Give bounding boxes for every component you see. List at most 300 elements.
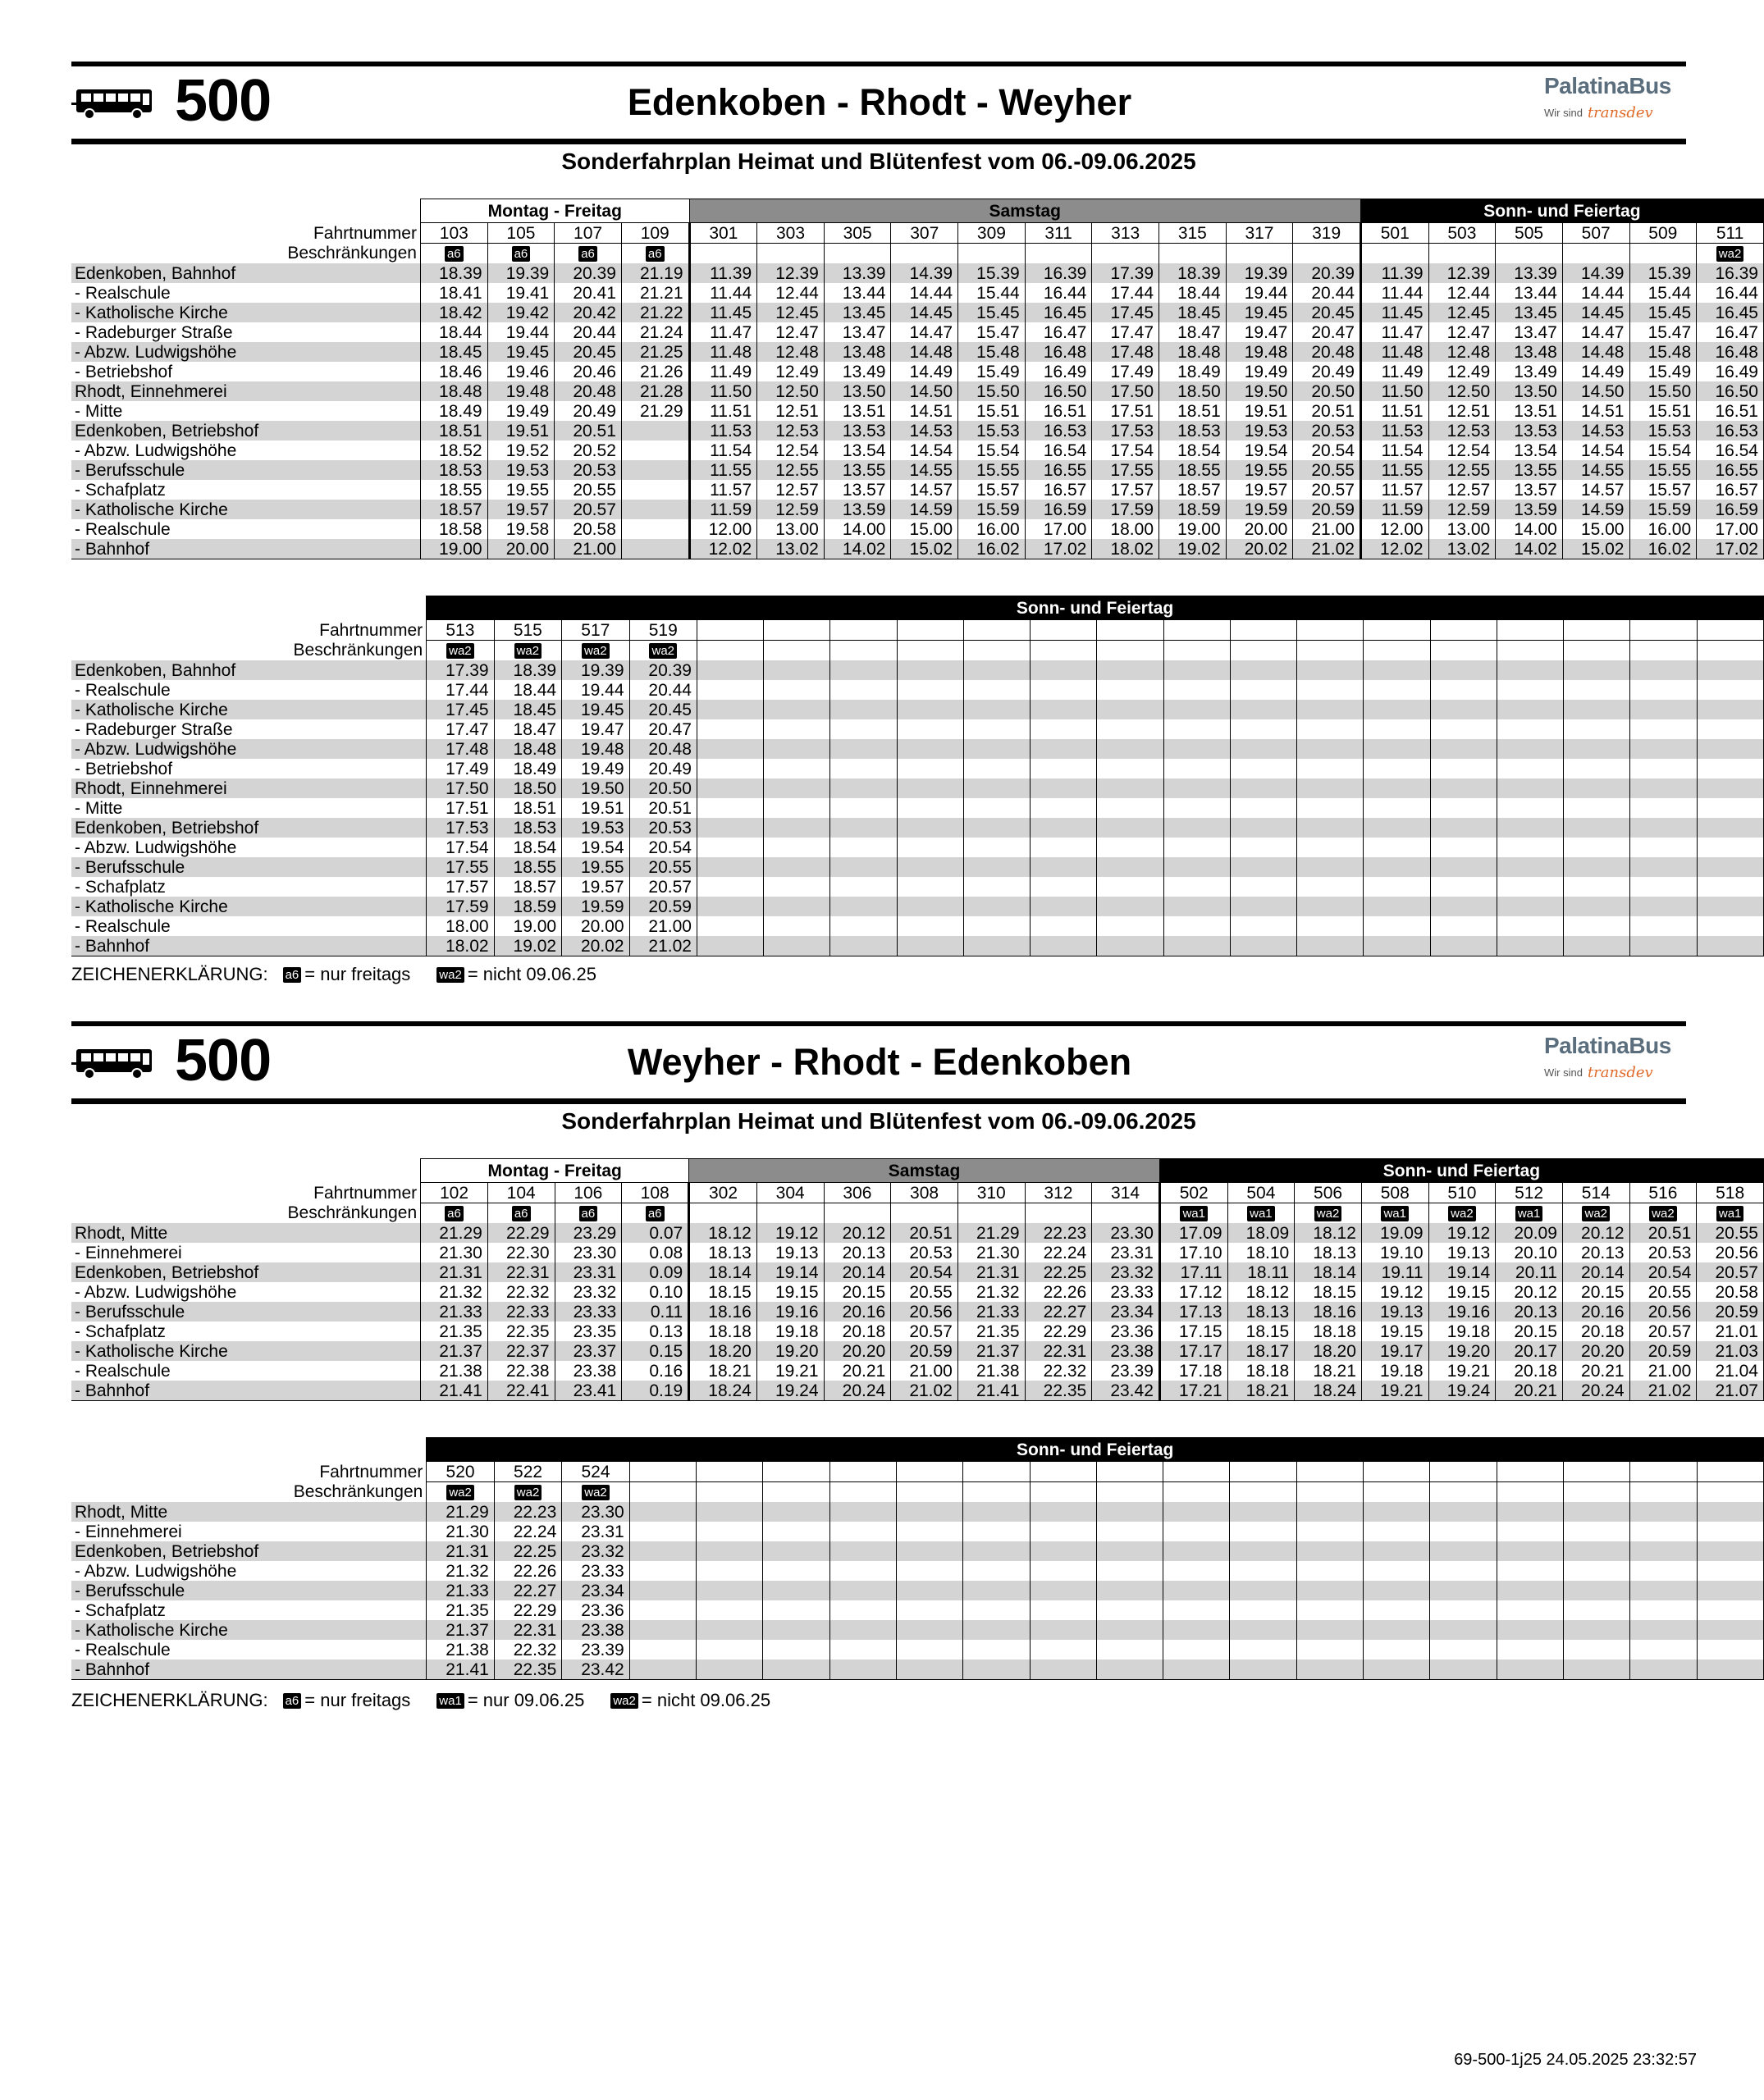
departure-time: 20.16 (824, 1302, 891, 1322)
departure-time: 15.44 (958, 283, 1026, 303)
restriction-cell (1629, 244, 1697, 264)
departure-time (621, 519, 689, 539)
departure-time: 12.57 (757, 480, 825, 500)
departure-time: 11.57 (689, 480, 757, 500)
departure-time: 19.13 (1428, 1243, 1496, 1262)
departure-time: 19.20 (1428, 1341, 1496, 1361)
departure-time (1297, 798, 1364, 818)
departure-time: 18.55 (494, 857, 561, 877)
departure-time (1697, 660, 1764, 680)
legend-title: ZEICHENERKLÄRUNG: (71, 1690, 268, 1710)
departure-time (1163, 818, 1230, 838)
departure-time (1564, 897, 1630, 916)
departure-time: 17.18 (1159, 1361, 1227, 1381)
stop-row (71, 1302, 1764, 1322)
departure-time (1564, 739, 1630, 759)
line-number: 500 (175, 68, 272, 134)
restriction-badge: a6 (283, 1693, 302, 1709)
departure-time: 13.48 (824, 342, 891, 362)
departure-time (1364, 759, 1430, 778)
trip-number (1364, 620, 1430, 641)
departure-time (830, 660, 897, 680)
stop-name: - Berufsschule (71, 857, 427, 877)
restriction-cell (494, 641, 561, 661)
departure-time: 20.48 (629, 739, 697, 759)
departure-time (697, 1541, 763, 1561)
departure-time (1031, 897, 1097, 916)
departure-time: 18.44 (420, 322, 487, 342)
departure-time: 15.00 (1562, 519, 1629, 539)
trip-number: 512 (1496, 1183, 1563, 1203)
departure-time: 12.51 (757, 401, 825, 421)
stop-name: - Bahnhof (71, 539, 420, 559)
departure-time (896, 1541, 962, 1561)
departure-time: 19.02 (494, 936, 561, 956)
departure-time: 18.51 (1159, 401, 1227, 421)
departure-time: 17.48 (1092, 342, 1159, 362)
departure-time: 18.09 (1227, 1223, 1295, 1243)
departure-time (1497, 759, 1563, 778)
departure-time (896, 1640, 962, 1659)
departure-time (1097, 680, 1163, 700)
departure-time: 13.55 (1496, 460, 1563, 480)
restriction-badge: a6 (512, 246, 531, 262)
departure-time: 22.38 (487, 1361, 555, 1381)
departure-time: 15.59 (1629, 500, 1697, 519)
departure-time (1697, 1659, 1764, 1680)
departure-time: 12.02 (689, 539, 757, 559)
departure-time: 20.12 (824, 1223, 891, 1243)
departure-time: 15.44 (1629, 283, 1697, 303)
departure-time: 22.35 (487, 1322, 555, 1341)
departure-time (1097, 838, 1163, 857)
departure-time: 21.29 (957, 1223, 1025, 1243)
departure-time: 11.51 (1360, 401, 1428, 421)
trip-number (697, 1462, 763, 1482)
departure-time: 20.59 (891, 1341, 958, 1361)
departure-time: 13.54 (1496, 441, 1563, 460)
restriction-badge: wa2 (1582, 1206, 1610, 1221)
departure-time: 13.02 (1428, 539, 1496, 559)
departure-time (697, 916, 763, 936)
stop-row (71, 778, 1764, 798)
departure-time: 23.38 (555, 1361, 622, 1381)
departure-time: 11.55 (1360, 460, 1428, 480)
departure-time: 20.12 (1562, 1223, 1629, 1243)
departure-time: 16.00 (958, 519, 1026, 539)
departure-time (1230, 739, 1296, 759)
trip-number: 518 (1697, 1183, 1764, 1203)
trip-number (1563, 1462, 1629, 1482)
direction-1-header (71, 62, 1686, 174)
departure-time: 19.53 (562, 818, 629, 838)
departure-time: 20.21 (1496, 1381, 1563, 1401)
departure-time (1297, 897, 1364, 916)
departure-time: 11.39 (1360, 263, 1428, 283)
restriction-label: Beschränkungen (293, 641, 423, 660)
departure-time: 16.55 (1697, 460, 1764, 480)
stop-row (71, 421, 1764, 441)
departure-time (1497, 818, 1563, 838)
departure-time: 19.51 (487, 421, 555, 441)
departure-time: 0.19 (622, 1381, 689, 1401)
departure-time (1163, 759, 1230, 778)
departure-time: 19.47 (562, 719, 629, 739)
departure-time (829, 1600, 896, 1620)
departure-time: 12.51 (1428, 401, 1496, 421)
departure-time (1430, 936, 1497, 956)
departure-time (897, 680, 963, 700)
brand-logo (1544, 73, 1684, 139)
departure-time: 22.29 (1025, 1322, 1092, 1341)
departure-time: 22.32 (487, 1282, 555, 1302)
departure-time: 18.16 (1295, 1302, 1362, 1322)
departure-time (963, 818, 1030, 838)
departure-time (1096, 1640, 1163, 1659)
stop-row (71, 798, 1764, 818)
restriction-cell (764, 641, 830, 661)
departure-time: 14.48 (891, 342, 958, 362)
trip-number: 516 (1629, 1183, 1697, 1203)
departure-time: 14.54 (1562, 441, 1629, 460)
departure-time (629, 1561, 696, 1581)
departure-time: 0.13 (622, 1322, 689, 1341)
departure-time (1163, 719, 1230, 739)
stop-name: - Schafplatz (75, 480, 166, 500)
departure-time: 19.55 (1226, 460, 1293, 480)
departure-time (629, 1640, 696, 1659)
departure-time (1497, 1640, 1563, 1659)
stop-row (71, 700, 1764, 719)
departure-time (897, 897, 963, 916)
departure-time (1163, 1659, 1230, 1680)
legend-text: = nur freitags (304, 964, 411, 984)
departure-time: 20.53 (555, 460, 622, 480)
departure-time: 20.53 (1293, 421, 1361, 441)
departure-time (1163, 660, 1230, 680)
departure-time (764, 739, 830, 759)
trip-number: 305 (824, 223, 891, 244)
restriction-cell (1360, 244, 1428, 264)
departure-time: 18.55 (420, 480, 487, 500)
departure-time (697, 877, 763, 897)
departure-time (897, 778, 963, 798)
departure-time: 21.31 (421, 1262, 488, 1282)
departure-time (1297, 700, 1364, 719)
departure-time: 15.51 (958, 401, 1026, 421)
departure-time (1364, 1561, 1430, 1581)
stop-row (71, 936, 1764, 956)
departure-time (1097, 916, 1163, 936)
stop-row (71, 1262, 1764, 1282)
departure-time (830, 936, 897, 956)
departure-time: 22.31 (1025, 1341, 1092, 1361)
departure-time: 23.31 (555, 1262, 622, 1282)
trip-number (1497, 620, 1563, 641)
departure-time: 21.25 (621, 342, 689, 362)
departure-time: 20.59 (1293, 500, 1361, 519)
departure-time: 19.53 (487, 460, 555, 480)
stop-row (71, 1541, 1764, 1561)
departure-time (1563, 1600, 1629, 1620)
departure-time: 21.29 (427, 1502, 494, 1522)
departure-time (1430, 1600, 1497, 1620)
departure-time: 18.45 (420, 342, 487, 362)
departure-time (896, 1502, 962, 1522)
stop-row (71, 1502, 1764, 1522)
stop-row (71, 680, 1764, 700)
departure-time: 17.39 (427, 660, 494, 680)
departure-time: 21.07 (1697, 1381, 1764, 1401)
departure-time: 20.56 (1629, 1302, 1697, 1322)
departure-time: 13.50 (1496, 381, 1563, 401)
departure-time (1031, 778, 1097, 798)
trip-number: 107 (555, 223, 622, 244)
departure-time: 14.00 (824, 519, 891, 539)
departure-time: 23.34 (1092, 1302, 1160, 1322)
trip-number (829, 1462, 896, 1482)
departure-time: 21.41 (421, 1381, 488, 1401)
departure-time: 19.12 (756, 1223, 824, 1243)
departure-time: 21.02 (1293, 539, 1361, 559)
departure-time: 21.00 (891, 1361, 958, 1381)
departure-time: 20.59 (1697, 1302, 1764, 1322)
departure-time: 18.12 (689, 1223, 757, 1243)
departure-time: 14.39 (891, 263, 958, 283)
departure-time: 20.15 (824, 1282, 891, 1302)
departure-time: 20.13 (1562, 1243, 1629, 1262)
bus-icon (71, 1046, 153, 1080)
departure-time: 13.59 (824, 500, 891, 519)
restriction-cell (1697, 1482, 1764, 1503)
timetable-d1-b0 (71, 1158, 1764, 1401)
departure-time (1364, 897, 1430, 916)
departure-time: 22.27 (1025, 1302, 1092, 1322)
departure-time: 20.51 (629, 798, 697, 818)
departure-time: 20.44 (555, 322, 622, 342)
departure-time: 22.31 (494, 1620, 561, 1640)
departure-time (963, 1561, 1030, 1581)
departure-time: 17.59 (1092, 500, 1159, 519)
departure-time (1430, 700, 1497, 719)
stop-row (71, 660, 1764, 680)
departure-time (897, 818, 963, 838)
trip-number: 302 (689, 1183, 757, 1203)
departure-time (1030, 1541, 1096, 1561)
departure-time (1563, 1522, 1629, 1541)
departure-time (963, 719, 1030, 739)
departure-time: 16.50 (1025, 381, 1092, 401)
departure-time (697, 1640, 763, 1659)
departure-time: 16.44 (1697, 283, 1764, 303)
departure-time (1163, 798, 1230, 818)
departure-time (829, 1561, 896, 1581)
departure-time: 21.21 (621, 283, 689, 303)
departure-time: 11.50 (1360, 381, 1428, 401)
departure-time: 13.02 (757, 539, 825, 559)
stop-row (71, 1640, 1764, 1659)
departure-time: 17.45 (427, 700, 494, 719)
trip-number: 319 (1293, 223, 1361, 244)
departure-time (1563, 1561, 1629, 1581)
departure-time (1030, 1581, 1096, 1600)
departure-time: 12.55 (757, 460, 825, 480)
departure-time (697, 759, 763, 778)
trip-number: 103 (420, 223, 487, 244)
departure-time: 20.51 (891, 1223, 958, 1243)
departure-time (697, 838, 763, 857)
restriction-cell (1629, 1203, 1697, 1224)
departure-time: 23.34 (562, 1581, 629, 1600)
bottom-rule (71, 1098, 1686, 1104)
departure-time: 16.47 (1025, 322, 1092, 342)
departure-time (829, 1659, 896, 1680)
trip-number-row (71, 620, 1764, 641)
restriction-badge: wa1 (1716, 1206, 1744, 1221)
departure-time (1430, 877, 1497, 897)
departure-time: 21.00 (629, 916, 697, 936)
departure-time: 19.57 (487, 500, 555, 519)
restriction-cell (1092, 244, 1159, 264)
stop-row (71, 719, 1764, 739)
departure-time: 22.23 (1025, 1223, 1092, 1243)
restriction-cell (756, 1203, 824, 1224)
departure-time: 13.48 (1496, 342, 1563, 362)
departure-time (763, 1522, 829, 1541)
departure-time (1697, 1620, 1764, 1640)
timetable-subtitle: Sonderfahrplan Heimat und Blütenfest vom 06.-09.06.2025 (561, 1108, 1196, 1134)
stop-name: - Katholische Kirche (71, 303, 420, 322)
trip-number: 314 (1092, 1183, 1160, 1203)
departure-time (1030, 1659, 1096, 1680)
departure-time (1364, 1620, 1430, 1640)
brand-logo (1544, 1033, 1684, 1098)
departure-time (829, 1640, 896, 1659)
departure-time: 19.39 (562, 660, 629, 680)
departure-time (1230, 818, 1296, 838)
departure-time: 20.49 (555, 401, 622, 421)
departure-time: 19.51 (1226, 401, 1293, 421)
departure-time: 23.32 (555, 1282, 622, 1302)
departure-time (1297, 759, 1364, 778)
stop-row (71, 916, 1764, 936)
stop-name: - Berufsschule (71, 1581, 427, 1600)
trip-number: 519 (629, 620, 697, 641)
legend-item (283, 964, 411, 985)
departure-time (1230, 680, 1296, 700)
trip-number: 517 (562, 620, 629, 641)
stop-row (71, 1522, 1764, 1541)
departure-time (1430, 1640, 1497, 1659)
departure-time (1430, 759, 1497, 778)
departure-time: 14.50 (1562, 381, 1629, 401)
departure-time (1097, 739, 1163, 759)
departure-time: 20.57 (555, 500, 622, 519)
departure-time: 19.59 (562, 897, 629, 916)
departure-time (1630, 1522, 1697, 1541)
restriction-label: Beschränkungen (287, 1203, 418, 1223)
departure-time: 13.47 (824, 322, 891, 342)
departure-time: 17.48 (427, 739, 494, 759)
departure-time (1296, 1620, 1363, 1640)
departure-time (1697, 739, 1764, 759)
departure-time: 12.54 (757, 441, 825, 460)
departure-time: 13.49 (824, 362, 891, 381)
departure-time: 18.54 (494, 838, 561, 857)
departure-time: 21.30 (957, 1243, 1025, 1262)
departure-time (897, 916, 963, 936)
departure-time: 21.03 (1697, 1341, 1764, 1361)
departure-time: 23.38 (1092, 1341, 1160, 1361)
departure-time: 13.55 (824, 460, 891, 480)
departure-time: 18.48 (1159, 342, 1227, 362)
restriction-cell (697, 1482, 763, 1503)
departure-time: 11.49 (1360, 362, 1428, 381)
restriction-cell (1097, 641, 1163, 661)
stop-name: - Katholische Kirche (71, 1620, 427, 1640)
departure-time: 19.49 (1226, 362, 1293, 381)
departure-time: 14.53 (1562, 421, 1629, 441)
trip-number: 303 (757, 223, 825, 244)
departure-time (1097, 818, 1163, 838)
departure-time (1163, 936, 1230, 956)
departure-time: 21.32 (427, 1561, 494, 1581)
departure-time: 14.59 (1562, 500, 1629, 519)
departure-time: 17.54 (427, 838, 494, 857)
departure-time: 17.59 (427, 897, 494, 916)
departure-time (1564, 798, 1630, 818)
restriction-cell (1562, 1203, 1629, 1224)
departure-time: 11.49 (689, 362, 757, 381)
departure-time: 18.14 (689, 1262, 757, 1282)
departure-time (1364, 778, 1430, 798)
departure-time: 12.55 (1428, 460, 1496, 480)
departure-time: 20.46 (555, 362, 622, 381)
stop-name: - Betriebshof (75, 759, 173, 778)
departure-time: 12.59 (1428, 500, 1496, 519)
departure-time (897, 759, 963, 778)
restriction-badge: wa2 (514, 643, 542, 659)
trip-number: 313 (1092, 223, 1159, 244)
departure-time: 23.42 (1092, 1381, 1160, 1401)
departure-time (1430, 838, 1497, 857)
departure-time: 21.37 (421, 1341, 488, 1361)
trip-number: 515 (494, 620, 561, 641)
departure-time (897, 700, 963, 719)
legend-text: = nicht 09.06.25 (641, 1690, 771, 1710)
departure-time (829, 1522, 896, 1541)
departure-time (1096, 1600, 1163, 1620)
departure-time (1364, 1502, 1430, 1522)
stop-row (71, 441, 1764, 460)
departure-time (763, 1502, 829, 1522)
departure-time: 12.00 (689, 519, 757, 539)
departure-time: 15.54 (1629, 441, 1697, 460)
trip-number (1430, 620, 1497, 641)
departure-time: 18.53 (494, 818, 561, 838)
restriction-badge: wa2 (582, 1485, 610, 1500)
departure-time: 18.54 (1159, 441, 1227, 460)
departure-time: 19.16 (756, 1302, 824, 1322)
trip-number: 308 (891, 1183, 958, 1203)
departure-time: 17.21 (1159, 1381, 1227, 1401)
departure-time (1630, 838, 1697, 857)
departure-time: 17.10 (1159, 1243, 1227, 1262)
departure-time: 19.18 (1361, 1361, 1428, 1381)
stop-row (71, 759, 1764, 778)
departure-time: 12.59 (757, 500, 825, 519)
departure-time (830, 818, 897, 838)
